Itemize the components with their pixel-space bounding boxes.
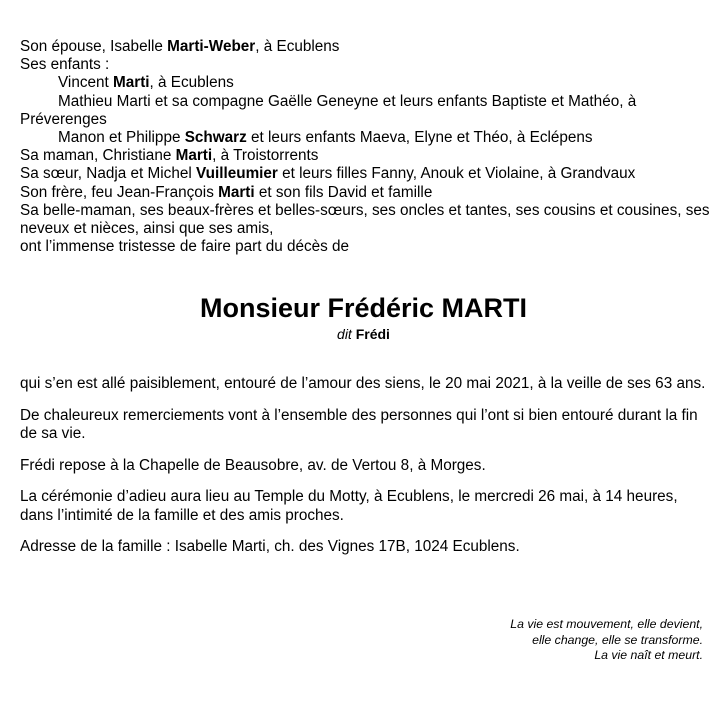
quote-line-2: elle change, elle se transforme. [532,632,703,647]
in-laws-line: Sa belle-maman, ses beaux-frères et belles-sœurs, ses oncles et tantes, ses cousins et cousines, ses neveux et nièces, ainsi que ses amis, [20,201,710,238]
deceased-name: Monsieur Frédéric MARTI [199,293,528,323]
child-line-2: Mathieu Marti et sa compagne Gaëlle Geneyne et leurs enfants Baptiste et Mathéo, à [58,92,637,110]
thanks-paragraph: De chaleureux remerciements vont à l’ensemble des personnes qui l’ont si bien entouré durant la fin de sa vie. [20,406,698,442]
closing-quote [510,617,703,664]
sister-line: Sa sœur, Nadja et Michel Vuilleumier et leurs filles Fanny, Anouk et Violaine, à Grandvaux [20,165,636,183]
address-paragraph: Adresse de la famille : Isabelle Marti, ch. des Vignes 17B, 1024 Ecublens. [20,538,520,555]
child-line-1: Vincent Marti, à Ecublens [58,74,234,92]
brother-line: Son frère, feu Jean-François Marti et son fils David et famille [20,183,433,201]
quote-line-3: La vie naît et meurt. [594,648,703,662]
passing-paragraph: qui s’en est allé paisiblement, entouré de l’amour des siens, le 20 mai 2021, à la veille de ses 63 ans. [20,375,706,392]
ceremony-paragraph: La cérémonie d’adieu aura lieu au Temple du Motty, à Ecublens, le mercredi 26 mai, à 14 heures, dans l’intimité de la famille et des amis proches. [20,488,678,524]
child-line-3: Manon et Philippe Schwarz et leurs enfants Maeva, Elyne et Théo, à Eclépens [58,129,593,147]
notice-body [20,375,708,570]
announcement-line: ont l’immense tristesse de faire part du décès de [20,238,350,256]
child-line-2-place: Préverenges [20,110,107,128]
rest-paragraph: Frédi repose à la Chapelle de Beausobre, av. de Vertou 8, à Morges. [20,456,486,474]
children-label: Ses enfants : [20,56,110,74]
deceased-nickname: dit Frédi [337,326,390,342]
quote-line-1: La vie est mouvement, elle devient, [510,617,703,631]
spouse-line: Son épouse, Isabelle Marti-Weber, à Ecublens [20,38,340,55]
family-list [20,38,710,256]
mother-line: Sa maman, Christiane Marti, à Troistorrents [20,147,319,165]
